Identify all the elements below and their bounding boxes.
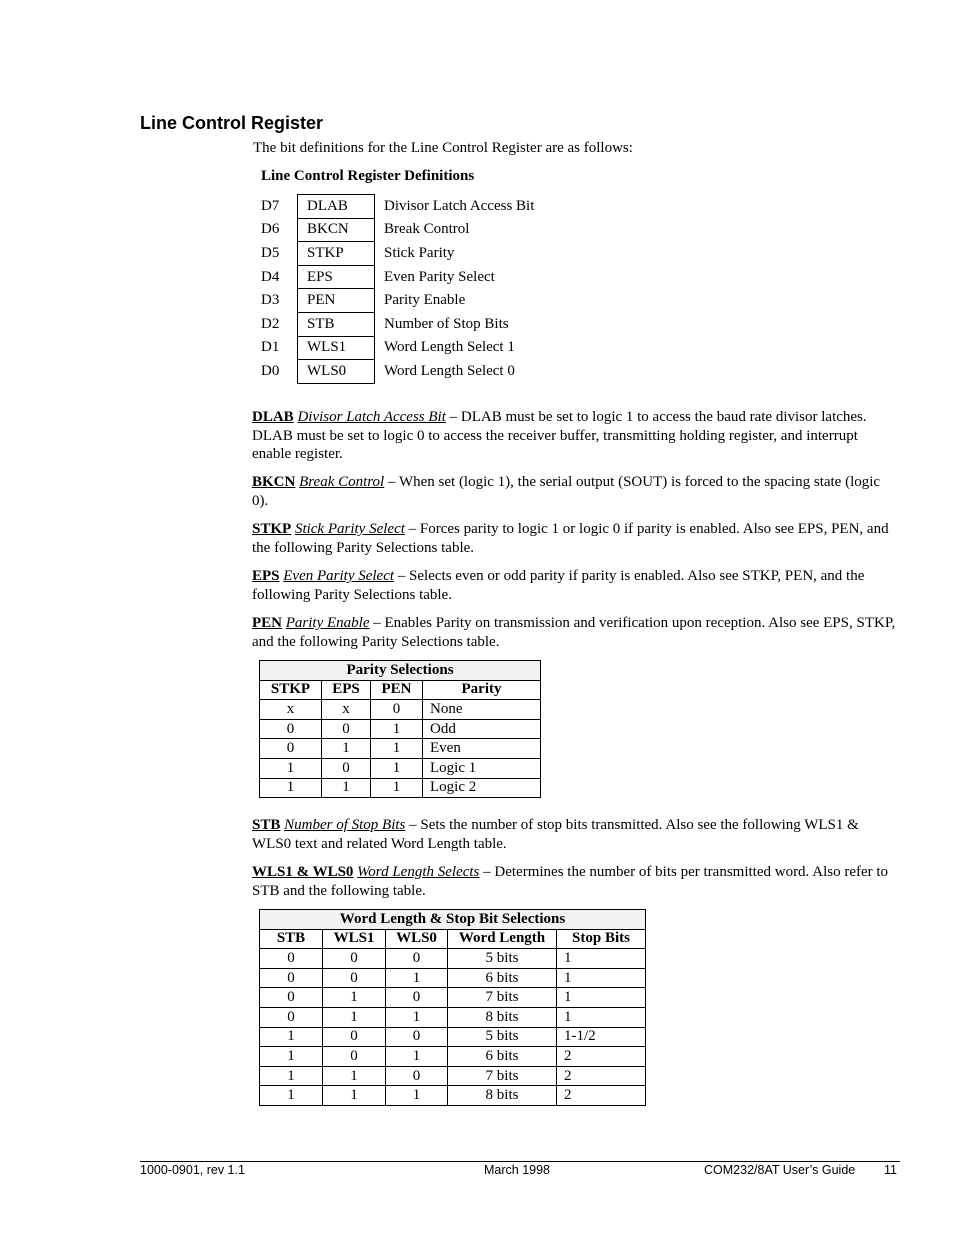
table-cell: 1 xyxy=(386,968,448,988)
bit-mnemonic: STKP xyxy=(298,242,375,266)
table-cell: 1 xyxy=(557,1007,646,1027)
table-cell: 1 xyxy=(371,719,423,739)
table-cell: 0 xyxy=(323,968,386,988)
table-row xyxy=(260,1007,646,1027)
definition-term: PEN xyxy=(252,615,282,631)
table-row xyxy=(260,739,541,759)
footer-guide-title: COM232/8AT User’s Guide xyxy=(704,1163,856,1177)
table-cell: 0 xyxy=(323,949,386,969)
column-header: PEN xyxy=(371,680,423,700)
section-title: Line Control Register xyxy=(140,113,324,133)
bit-mnemonic: WLS1 xyxy=(298,336,375,360)
bit-description: Divisor Latch Access Bit xyxy=(384,197,535,214)
table-cell: 0 xyxy=(371,700,423,720)
table-cell: 1 xyxy=(260,1027,323,1047)
bit-description: Number of Stop Bits xyxy=(384,315,509,332)
table-cell: 1 xyxy=(260,1066,323,1086)
table-cell: 1 xyxy=(557,968,646,988)
footer-date: March 1998 xyxy=(484,1163,551,1177)
table-row xyxy=(260,1066,646,1086)
footer-doc-number: 1000-0901, rev 1.1 xyxy=(140,1163,245,1177)
definition-term: BKCN xyxy=(252,474,296,490)
table-cell: Logic 1 xyxy=(423,758,541,778)
bit-mnemonic: BKCN xyxy=(298,218,375,242)
table-cell: 0 xyxy=(260,719,322,739)
bit-mnemonic: WLS0 xyxy=(298,360,375,384)
table-row xyxy=(260,968,646,988)
table-cell: 7 bits xyxy=(448,988,557,1008)
table-cell: 0 xyxy=(322,719,371,739)
bit-description: Parity Enable xyxy=(384,292,466,309)
table-cell: 2 xyxy=(557,1047,646,1067)
column-header: STKP xyxy=(260,680,322,700)
table-cell: 6 bits xyxy=(448,968,557,988)
table-row xyxy=(260,1027,646,1047)
table-cell: 1 xyxy=(322,739,371,759)
bit-number: D0 xyxy=(261,362,280,379)
table-cell: 1 xyxy=(371,758,423,778)
bit-number: D6 xyxy=(261,221,280,238)
definition-name: Number of Stop Bits xyxy=(284,817,406,833)
column-header: WLS1 xyxy=(323,929,386,949)
definition-term: STB xyxy=(252,817,281,833)
definition-name: Word Length Selects xyxy=(357,864,480,880)
bit-row xyxy=(257,265,534,289)
dlab-definition xyxy=(252,408,900,464)
table-cell: 0 xyxy=(323,1027,386,1047)
bkcn-definition xyxy=(252,473,900,510)
bit-description: Break Control xyxy=(384,221,470,238)
column-header: STB xyxy=(260,929,323,949)
table-caption: Word Length & Stop Bit Selections xyxy=(260,910,646,930)
definition-name: Divisor Latch Access Bit xyxy=(297,409,446,425)
table-cell: 0 xyxy=(260,739,322,759)
table-cell: x xyxy=(260,700,322,720)
stb-definition xyxy=(252,816,900,853)
footer-page-number: 11 xyxy=(884,1163,897,1177)
table-cell: 1 xyxy=(260,1047,323,1067)
bit-number: D5 xyxy=(261,244,280,261)
bit-table-title: Line Control Register Definitions xyxy=(261,168,475,184)
definition-text: – Sets the number of stop bits transmitted. Also see the following WLS1 & WLS0 text and related Word Length table. xyxy=(252,817,859,852)
bit-description: Stick Parity xyxy=(384,244,455,261)
table-row xyxy=(260,988,646,1008)
intro-text: The bit definitions for the Line Control Register are as follows: xyxy=(253,140,633,156)
definition-text: – Forces parity to logic 1 or logic 0 if parity is enabled. Also see EPS, PEN, and the following Parity Selections table. xyxy=(252,521,889,556)
pen-definition xyxy=(252,614,900,651)
table-cell: 8 bits xyxy=(448,1007,557,1027)
bit-row xyxy=(257,312,534,336)
table-row xyxy=(260,949,646,969)
table-cell: 1 xyxy=(386,1047,448,1067)
table-cell: 1 xyxy=(323,1007,386,1027)
table-row xyxy=(260,700,541,720)
bit-mnemonic: EPS xyxy=(298,265,375,289)
bit-mnemonic: PEN xyxy=(298,289,375,313)
table-cell: 0 xyxy=(323,1047,386,1067)
bit-row xyxy=(257,360,534,384)
table-row xyxy=(260,1047,646,1067)
table-cell: 6 bits xyxy=(448,1047,557,1067)
definition-name: Parity Enable xyxy=(285,615,370,631)
table-cell: 0 xyxy=(386,1027,448,1047)
wls-definition xyxy=(252,863,900,900)
definition-text: – Enables Parity on transmission and verification upon reception. Also see EPS, STKP, and the following Parity Selections table. xyxy=(252,615,896,650)
table-cell: 1 xyxy=(371,778,423,798)
column-header: Word Length xyxy=(448,929,557,949)
bit-row xyxy=(257,336,534,360)
table-cell: 2 xyxy=(557,1086,646,1106)
table-cell: 2 xyxy=(557,1066,646,1086)
table-cell: 1 xyxy=(371,739,423,759)
bit-number: D4 xyxy=(261,268,280,285)
table-cell: 1 xyxy=(323,988,386,1008)
table-cell: 8 bits xyxy=(448,1086,557,1106)
definition-term: DLAB xyxy=(252,409,294,425)
table-cell: 0 xyxy=(322,758,371,778)
table-cell: 0 xyxy=(386,988,448,1008)
definition-name: Even Parity Select xyxy=(283,568,395,584)
table-cell: 0 xyxy=(260,988,323,1008)
table-cell: None xyxy=(423,700,541,720)
table-cell: 1 xyxy=(260,1086,323,1106)
bit-number: D1 xyxy=(261,339,280,356)
eps-definition xyxy=(252,567,900,604)
word-length-table xyxy=(259,909,646,1106)
definition-name: Break Control xyxy=(299,474,385,490)
bit-row xyxy=(257,242,534,266)
bit-description: Word Length Select 1 xyxy=(384,339,515,356)
table-row xyxy=(260,1086,646,1106)
table-cell: 0 xyxy=(260,968,323,988)
definition-name: Stick Parity Select xyxy=(294,521,405,537)
definition-term: EPS xyxy=(252,568,280,584)
table-cell: 1 xyxy=(323,1066,386,1086)
bit-mnemonic: DLAB xyxy=(298,195,375,219)
table-cell: 5 bits xyxy=(448,1027,557,1047)
table-cell: 1 xyxy=(323,1086,386,1106)
table-cell: 0 xyxy=(260,1007,323,1027)
table-cell: 7 bits xyxy=(448,1066,557,1086)
definition-text: – When set (logic 1), the serial output (SOUT) is forced to the spacing state (logic 0). xyxy=(252,474,881,509)
table-cell: 1 xyxy=(322,778,371,798)
table-cell: Even xyxy=(423,739,541,759)
table-cell: 0 xyxy=(386,949,448,969)
table-cell: Odd xyxy=(423,719,541,739)
table-caption: Parity Selections xyxy=(260,661,541,681)
bit-row xyxy=(257,289,534,313)
stkp-definition xyxy=(252,520,900,557)
column-header: EPS xyxy=(322,680,371,700)
parity-selections-table xyxy=(259,660,541,798)
table-cell: 1-1/2 xyxy=(557,1027,646,1047)
table-cell: 1 xyxy=(386,1007,448,1027)
bit-mnemonic: STB xyxy=(298,312,375,336)
footer-divider xyxy=(140,1161,900,1162)
table-cell: 1 xyxy=(260,778,322,798)
column-header: WLS0 xyxy=(386,929,448,949)
table-row xyxy=(260,758,541,778)
table-cell: 1 xyxy=(260,758,322,778)
table-cell: Logic 2 xyxy=(423,778,541,798)
bit-definitions-table xyxy=(257,194,534,384)
table-cell: 5 bits xyxy=(448,949,557,969)
column-header: Stop Bits xyxy=(557,929,646,949)
definition-term: STKP xyxy=(252,521,292,537)
bit-row xyxy=(257,195,534,219)
table-row xyxy=(260,719,541,739)
bit-number: D7 xyxy=(261,197,280,214)
table-cell: 0 xyxy=(386,1066,448,1086)
definition-text: – DLAB must be set to logic 1 to access the baud rate divisor latches. DLAB must be set to logic 0 to access the receiver buffer, transmitting holding register, and interrupt enable register. xyxy=(252,409,867,463)
table-cell: 1 xyxy=(557,988,646,1008)
bit-number: D3 xyxy=(261,292,280,309)
definition-term: WLS1 & WLS0 xyxy=(252,864,354,880)
table-row xyxy=(260,778,541,798)
definition-text: – Determines the number of bits per transmitted word. Also refer to STB and the following table. xyxy=(252,864,889,899)
table-cell: 1 xyxy=(386,1086,448,1106)
definition-text: – Selects even or odd parity if parity is enabled. Also see STKP, PEN, and the following Parity Selections table. xyxy=(252,568,865,603)
table-cell: x xyxy=(322,700,371,720)
bit-description: Word Length Select 0 xyxy=(384,362,515,379)
bit-description: Even Parity Select xyxy=(384,268,495,285)
table-cell: 0 xyxy=(260,949,323,969)
bit-row xyxy=(257,218,534,242)
bit-number: D2 xyxy=(261,315,280,332)
table-cell: 1 xyxy=(557,949,646,969)
column-header: Parity xyxy=(423,680,541,700)
